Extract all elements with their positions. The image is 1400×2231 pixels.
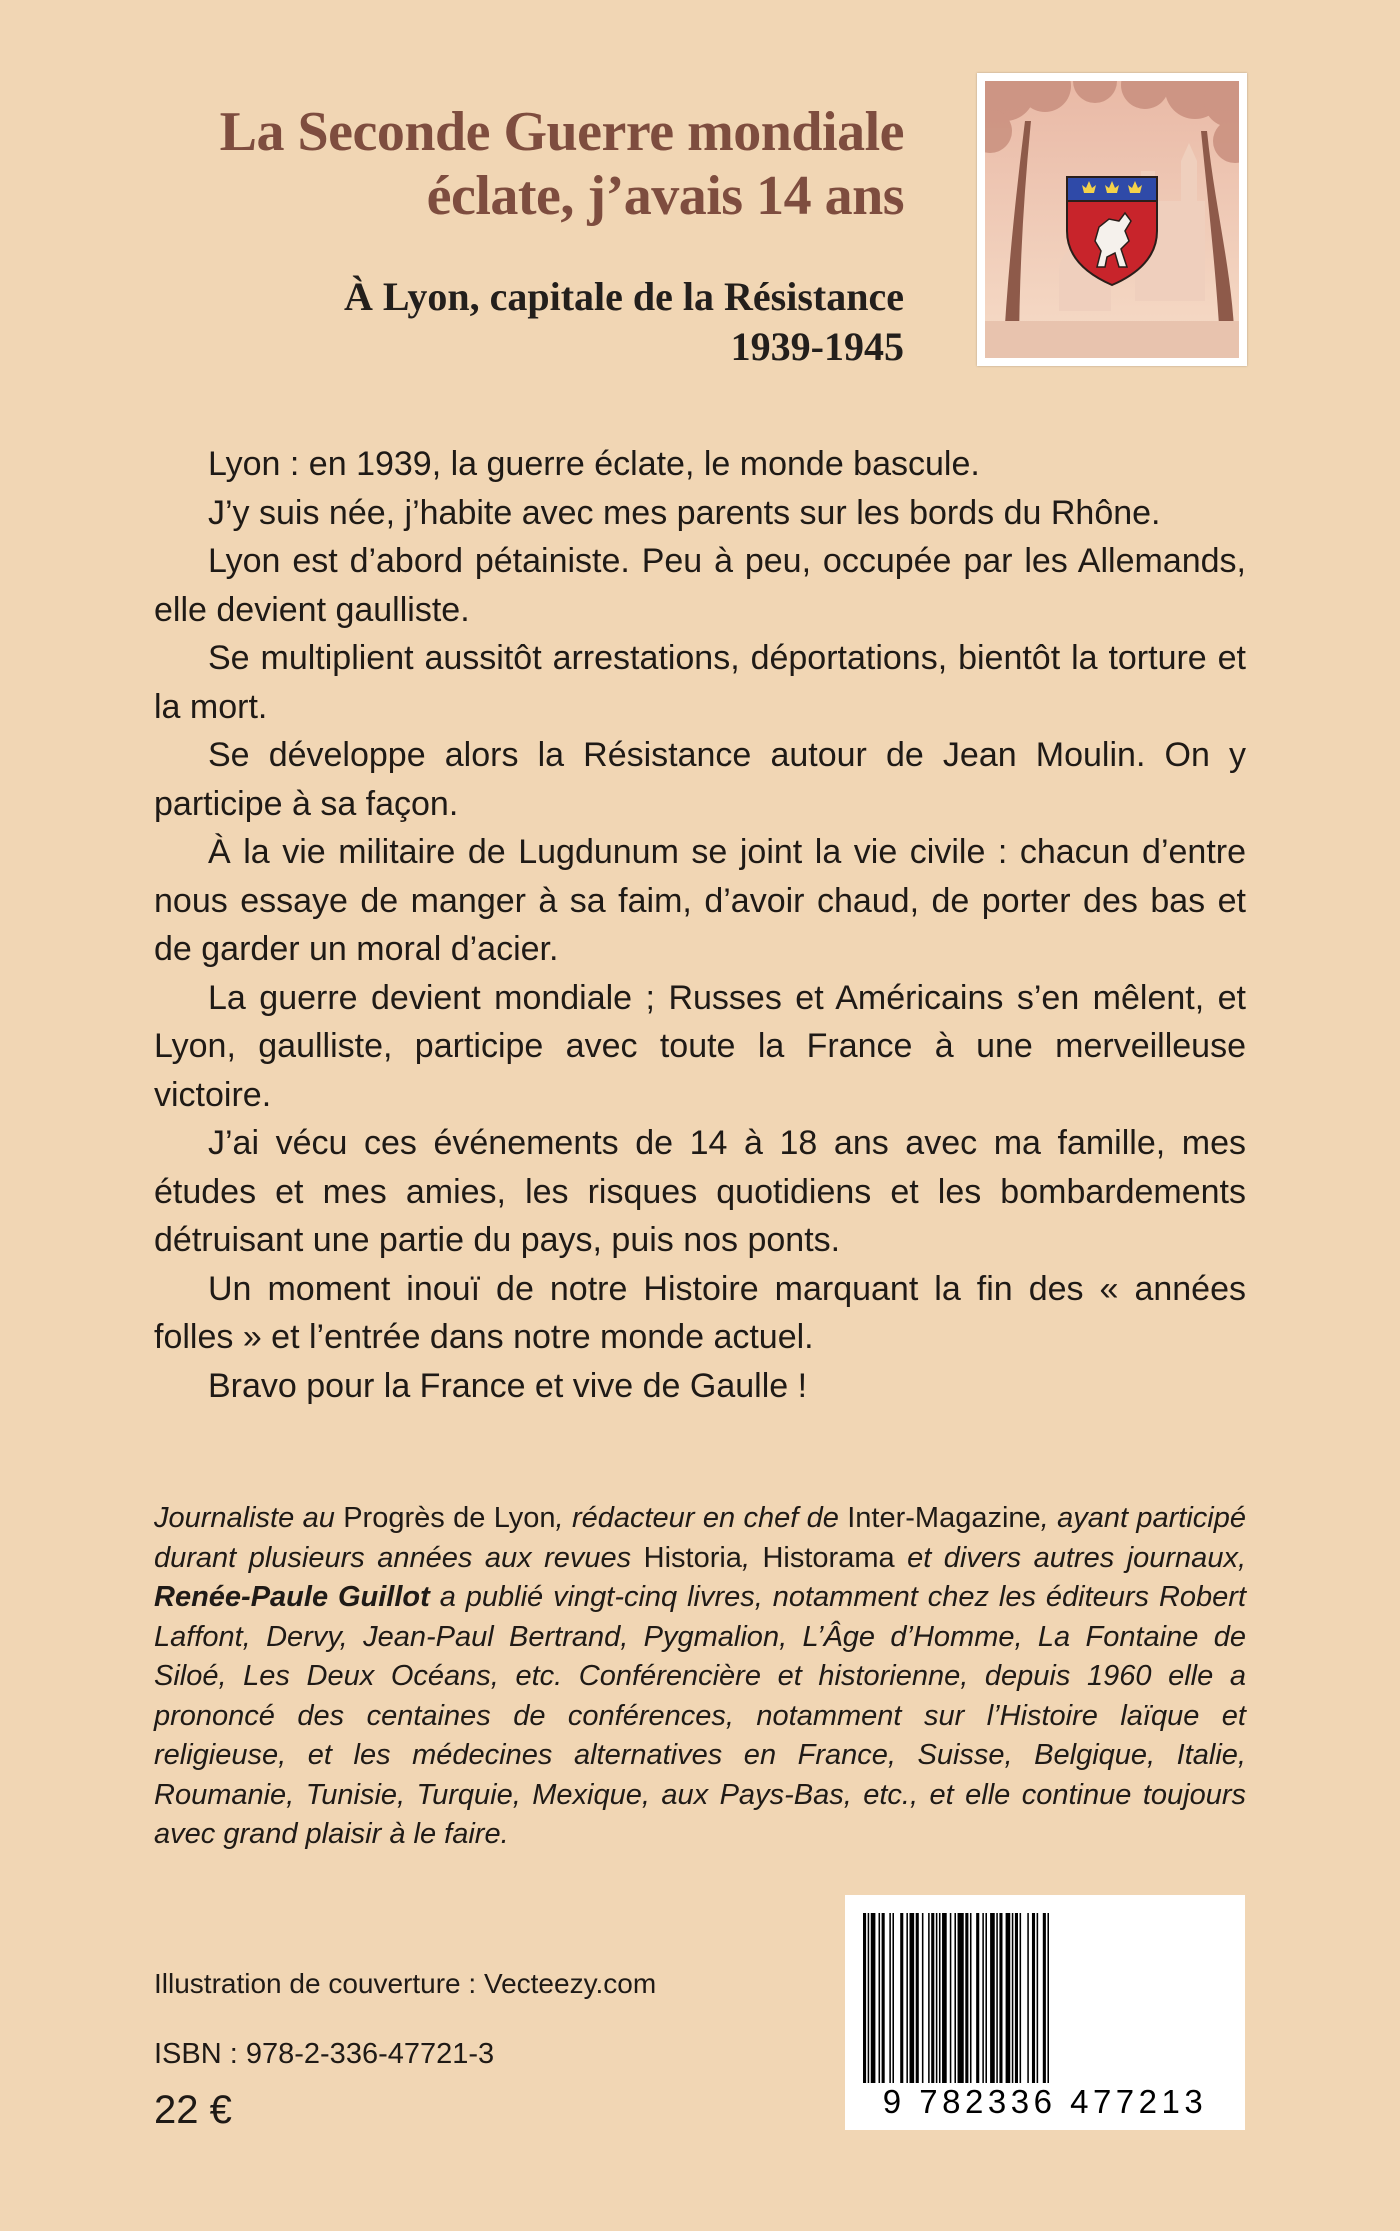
barcode-bar (928, 1913, 930, 2083)
blurb-paragraph: Un moment inouï de notre Histoire marquant la fin des « années folles » et l’entrée dans notre monde actuel. (154, 1269, 1246, 1356)
lyon-coat-of-arms-illustration (985, 81, 1239, 358)
barcode-bar (958, 1913, 964, 2083)
barcode-bar (1015, 1913, 1018, 2083)
blurb-paragraph: Se multiplient aussitôt arrestations, déportations, bientôt la torture et la mort. (154, 639, 1246, 726)
barcode-bar (868, 1913, 870, 2083)
bio-text: , (741, 1541, 763, 1574)
book-title (60, 100, 904, 228)
book-subtitle (160, 272, 904, 372)
barcode-bar (1012, 1913, 1014, 2083)
barcode-bar (871, 1913, 876, 2083)
book-title-line-1: La Seconde Guerre mondiale (219, 101, 904, 163)
barcode-bar (1043, 1913, 1046, 2083)
barcode-digits: 9 782336 477213 (882, 2083, 1208, 2120)
bio-text: a publié vingt-cinq livres, notamment chez les éditeurs Robert Laffont, Dervy, Jean-Paul Bertrand, Pygmalion, L’Âge d’Homme, La Fontaine de Siloé, Les Deux Océans, etc. Conférencière et historienne, depuis 1960 elle a prononcé des centaines de conférences, notamment sur l’Histoire laïque et religieuse, et les médecines alternatives en France, Suisse, Belgique, Italie, Roumanie, Tunisie, Turquie, Mexique, aux Pays-Bas, etc., et elle continue toujours avec grand plaisir à le faire. (154, 1581, 1247, 1850)
barcode-bar (939, 1913, 941, 2083)
barcode-bar (1047, 1913, 1049, 2083)
ground (985, 321, 1239, 358)
bio-publication-title: Historia (643, 1541, 742, 1574)
barcode-bar (982, 1913, 984, 2083)
barcode-bar (1006, 1913, 1011, 2083)
bio-text: , rédacteur en chef de (555, 1502, 848, 1534)
price: 22 € (154, 2088, 232, 2132)
barcode-bar (996, 1913, 998, 2083)
author-biography (154, 1499, 1246, 1855)
bio-text: , ayant participé durant plusieurs années aux revues (154, 1502, 1246, 1574)
bio-text: et divers autres journaux, (894, 1541, 1246, 1574)
blurb-paragraph: J’y suis née, j’habite avec mes parents sur les bords du Rhône. (208, 493, 1161, 532)
barcode-bar (950, 1913, 952, 2083)
barcode-bar (985, 1913, 987, 2083)
barcode-bar (931, 1913, 934, 2083)
barcode-bar (1032, 1913, 1035, 2083)
book-title-line-2: éclate, j’avais 14 ans (426, 165, 904, 227)
bio-publication-title: Historama (762, 1541, 895, 1574)
barcode-bar (1037, 1913, 1039, 2083)
barcode (845, 1895, 1245, 2130)
barcode-bar (965, 1913, 968, 2083)
barcode-bar (990, 1913, 995, 2083)
barcode-bar (879, 1913, 881, 2083)
barcode-bar (976, 1913, 979, 2083)
bio-text: Journaliste au (154, 1502, 344, 1534)
blurb-paragraph: J’ai vécu ces événements de 14 à 18 ans avec ma famille, mes études et mes amies, les risques quotidiens et les bombardements détruisant une partie du pays, puis nos ponts. (154, 1124, 1246, 1259)
blurb-paragraph: Lyon : en 1939, la guerre éclate, le monde bascule. (208, 445, 980, 483)
cover-thumbnail (977, 73, 1247, 366)
barcode-bar (922, 1913, 924, 2083)
barcode-bar (1020, 1913, 1022, 2083)
barcode-bar (999, 1913, 1002, 2083)
barcode-bar (889, 1913, 891, 2083)
barcode-bar (863, 1913, 866, 2083)
barcode-bar (954, 1913, 956, 2083)
back-cover-blurb (154, 440, 1246, 1410)
barcode-bar (1027, 1913, 1029, 2083)
book-subtitle-line-2: 1939-1945 (730, 324, 904, 369)
barcode-bars (861, 1913, 1229, 2083)
barcode-bar (942, 1913, 947, 2083)
blurb-paragraph: À la vie militaire de Lugdunum se joint la vie civile : chacun d’entre nous essaye de manger à sa faim, d’avoir chaud, de porter des bas et de garder un moral d’acier. (154, 833, 1246, 968)
blurb-paragraph: La guerre devient mondiale ; Russes et Américains s’en mêlent, et Lyon, gaulliste, participe avec toute la France à une merveilleuse victoire. (154, 978, 1246, 1114)
blurb-paragraph: Se développe alors la Résistance autour de Jean Moulin. On y participe à sa façon. (154, 736, 1246, 823)
barcode-bar (910, 1913, 915, 2083)
barcode-bar (882, 1913, 885, 2083)
book-subtitle-line-1: À Lyon, capitale de la Résistance (344, 274, 904, 319)
barcode-bar (916, 1913, 919, 2083)
blurb-paragraph: Bravo pour la France et vive de Gaulle ! (208, 1366, 808, 1405)
blurb-paragraph: Lyon est d’abord pétainiste. Peu à peu, occupée par les Allemands, elle devient gaulliste. (154, 542, 1246, 629)
barcode-bar (892, 1913, 894, 2083)
barcode-bar (970, 1913, 972, 2083)
barcode-bar (900, 1913, 903, 2083)
author-name: Renée-Paule Guillot (154, 1581, 430, 1613)
illustration-credit: Illustration de couverture : Vecteezy.com (154, 1968, 657, 1999)
bio-publication-title: Inter-Magazine (847, 1502, 1041, 1534)
barcode-bar (936, 1913, 938, 2083)
isbn: ISBN : 978-2-336-47721-3 (154, 2038, 495, 2070)
barcode-bar (906, 1913, 908, 2083)
bio-publication-title: Progrès de Lyon (343, 1502, 556, 1534)
